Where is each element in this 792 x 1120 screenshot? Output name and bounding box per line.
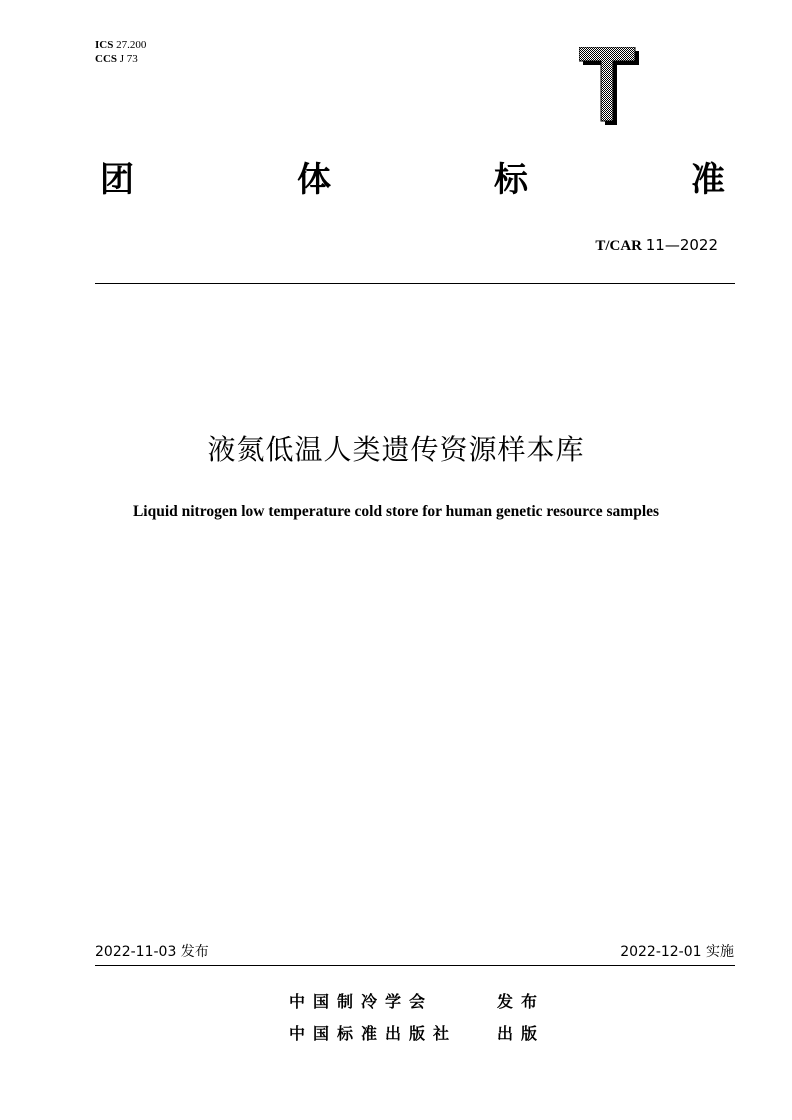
ics-value: 27.200 [116,39,147,51]
standard-code [595,235,718,256]
issue-date: 2022-11-03 发布 [95,944,209,960]
implementation-date: 2022-12-01 实施 [620,944,734,960]
standard-code-number: 11—2022 [645,236,718,254]
document-title-english: Liquid nitrogen low temperature cold store for human genetic resource samples [132,503,660,520]
standard-type-char: 体 [297,160,331,200]
ics-code [95,38,146,52]
classification-codes [95,38,146,66]
publisher-name: 中国标准出版社 [289,1024,458,1043]
standard-type-char: 标 [494,160,528,200]
footer-divider [95,965,735,966]
document-title-chinese: 液氮低温人类遗传资源样本库 [207,433,585,466]
standard-type-char: 团 [100,160,134,200]
ccs-code [95,52,146,66]
publisher-role: 发布 [497,992,546,1011]
ccs-value: J 73 [119,53,138,65]
standard-code-prefix: T/CAR [595,238,642,254]
standard-t-logo-icon [579,47,639,125]
standard-type-heading [100,158,725,202]
header-divider [95,283,735,284]
publisher-role: 出版 [497,1024,546,1043]
ccs-label: CCS [95,53,118,65]
publisher-name: 中国制冷学会 [289,992,434,1011]
ics-label: ICS [95,39,114,51]
standard-type-char: 准 [691,160,725,200]
